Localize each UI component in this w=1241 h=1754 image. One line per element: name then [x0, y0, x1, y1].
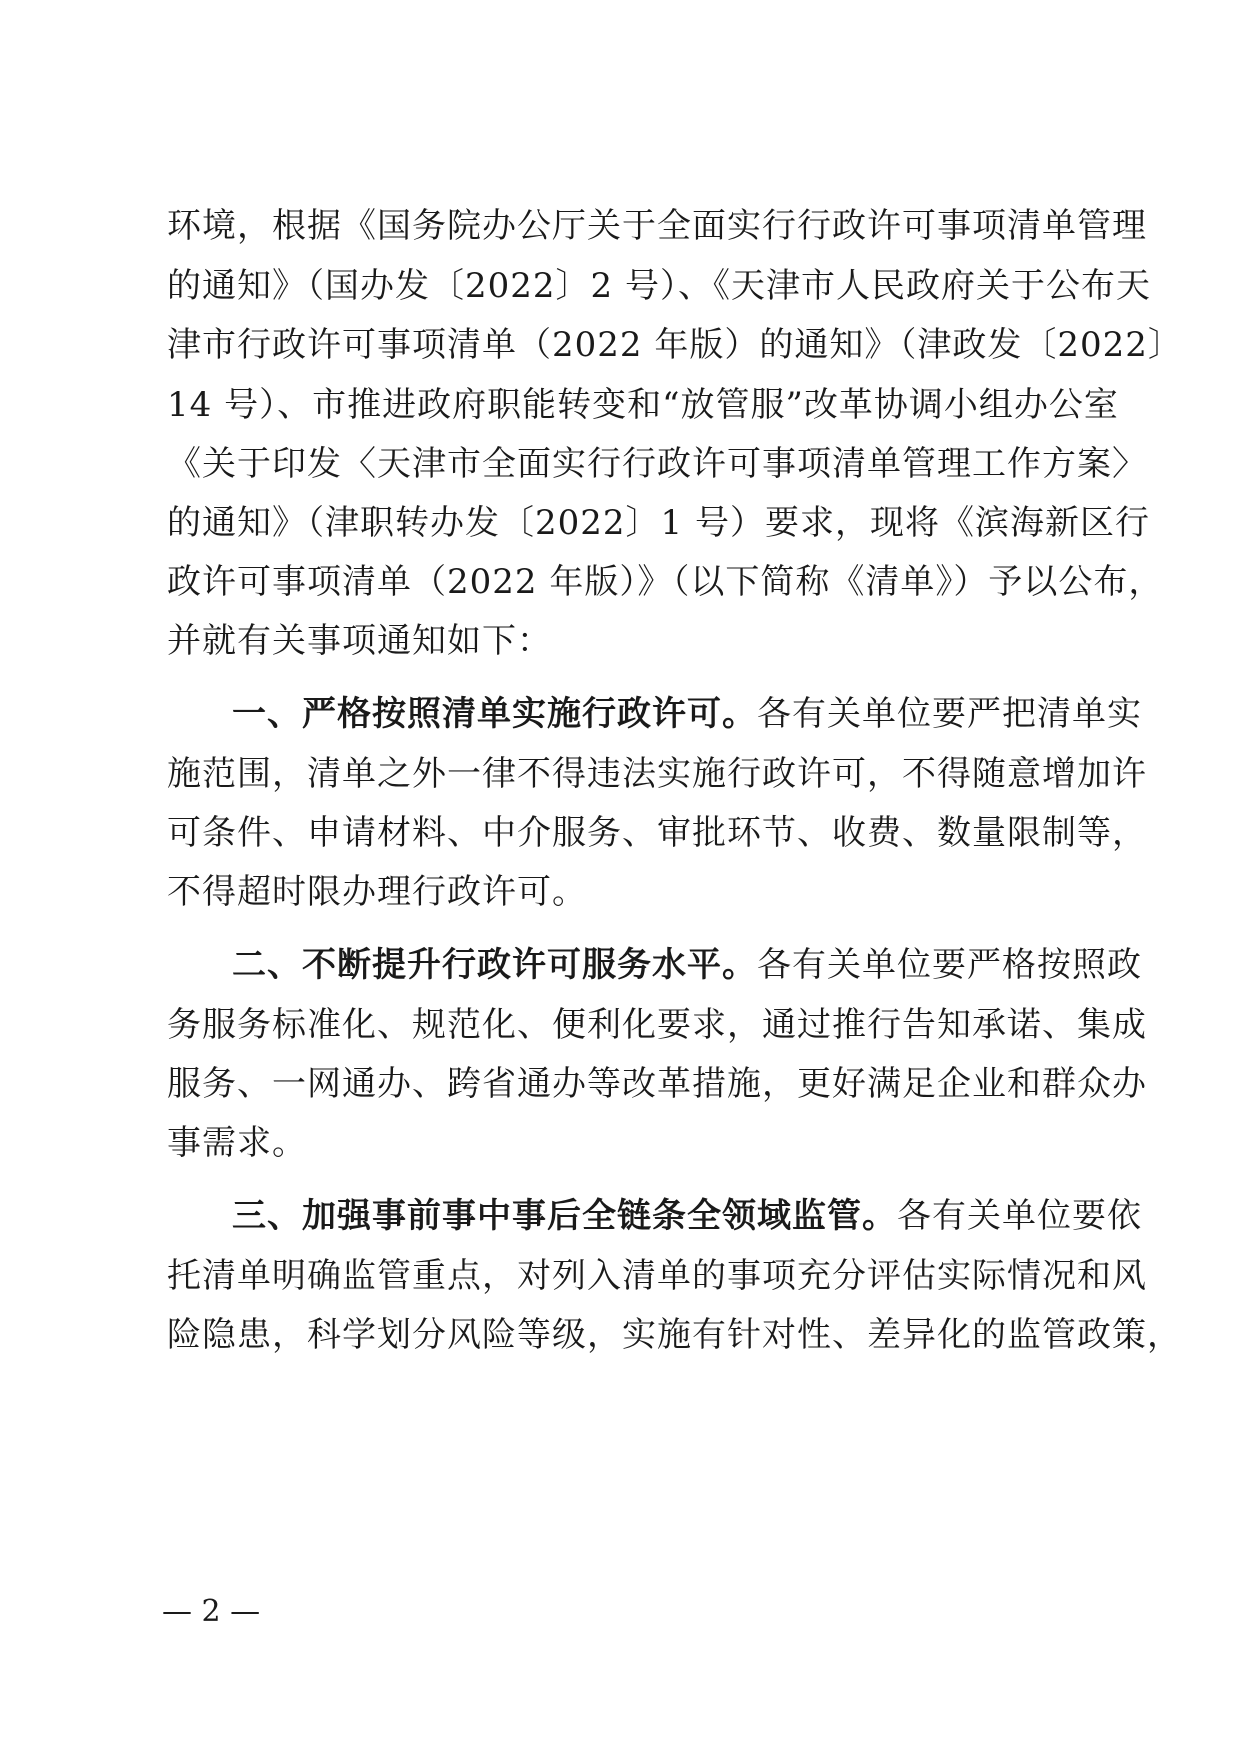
intro-line-3: 津市行政许可事项清单（2022 年版）的通知》（津政发〔2022〕 — [167, 325, 1183, 365]
intro-line-1: 环境，根据《国务院办公厅关于全面实行行政许可事项清单管理 — [167, 206, 1147, 246]
section1-line-4: 不得超时限办理行政许可。 — [167, 872, 587, 912]
section3-line-2: 托清单明确监管重点，对列入清单的事项充分评估实际情况和风 — [167, 1256, 1147, 1296]
intro-line-4: 14 号）、市推进政府职能转变和“放管服”改革协调小组办公室 — [167, 385, 1119, 425]
page-number: — 2 — — [162, 1594, 261, 1629]
section1-first-line — [232, 684, 1142, 744]
section1-first-line-rest: 各有关单位要严把清单实 — [757, 694, 1142, 734]
section3-first-line — [232, 1186, 1142, 1246]
section2-line-2: 务服务标准化、规范化、便利化要求，通过推行告知承诺、集成 — [167, 1005, 1147, 1045]
section2-first-line-rest: 各有关单位要严格按照政 — [757, 945, 1142, 985]
section2-line-4: 事需求。 — [167, 1123, 307, 1163]
section1-heading: 一、严格按照清单实施行政许可。 — [232, 694, 757, 734]
section2-line-3: 服务、一网通办、跨省通办等改革措施，更好满足企业和群众办 — [167, 1064, 1147, 1104]
intro-line-8: 并就有关事项通知如下： — [167, 621, 552, 661]
intro-line-7: 政许可事项清单（2022 年版）》（以下简称《清单》）予以公布， — [167, 562, 1164, 602]
intro-line-5: 《关于印发〈天津市全面实行行政许可事项清单管理工作方案〉 — [167, 444, 1147, 484]
section2-heading: 二、不断提升行政许可服务水平。 — [232, 945, 757, 985]
intro-line-2: 的通知》（国办发〔2022〕2 号）、《天津市人民政府关于公布天 — [167, 266, 1151, 306]
intro-line-6: 的通知》（津职转办发〔2022〕1 号）要求，现将《滨海新区行 — [167, 503, 1150, 543]
section3-first-line-rest: 各有关单位要依 — [897, 1196, 1142, 1236]
section2-first-line — [232, 935, 1142, 995]
section1-line-3: 可条件、申请材料、中介服务、审批环节、收费、数量限制等， — [167, 813, 1147, 853]
section3-line-3: 险隐患，科学划分风险等级，实施有针对性、差异化的监管政策， — [167, 1315, 1182, 1355]
section1-line-2: 施范围，清单之外一律不得违法实施行政许可，不得随意增加许 — [167, 754, 1147, 794]
section3-heading: 三、加强事前事中事后全链条全领域监管。 — [232, 1196, 897, 1236]
